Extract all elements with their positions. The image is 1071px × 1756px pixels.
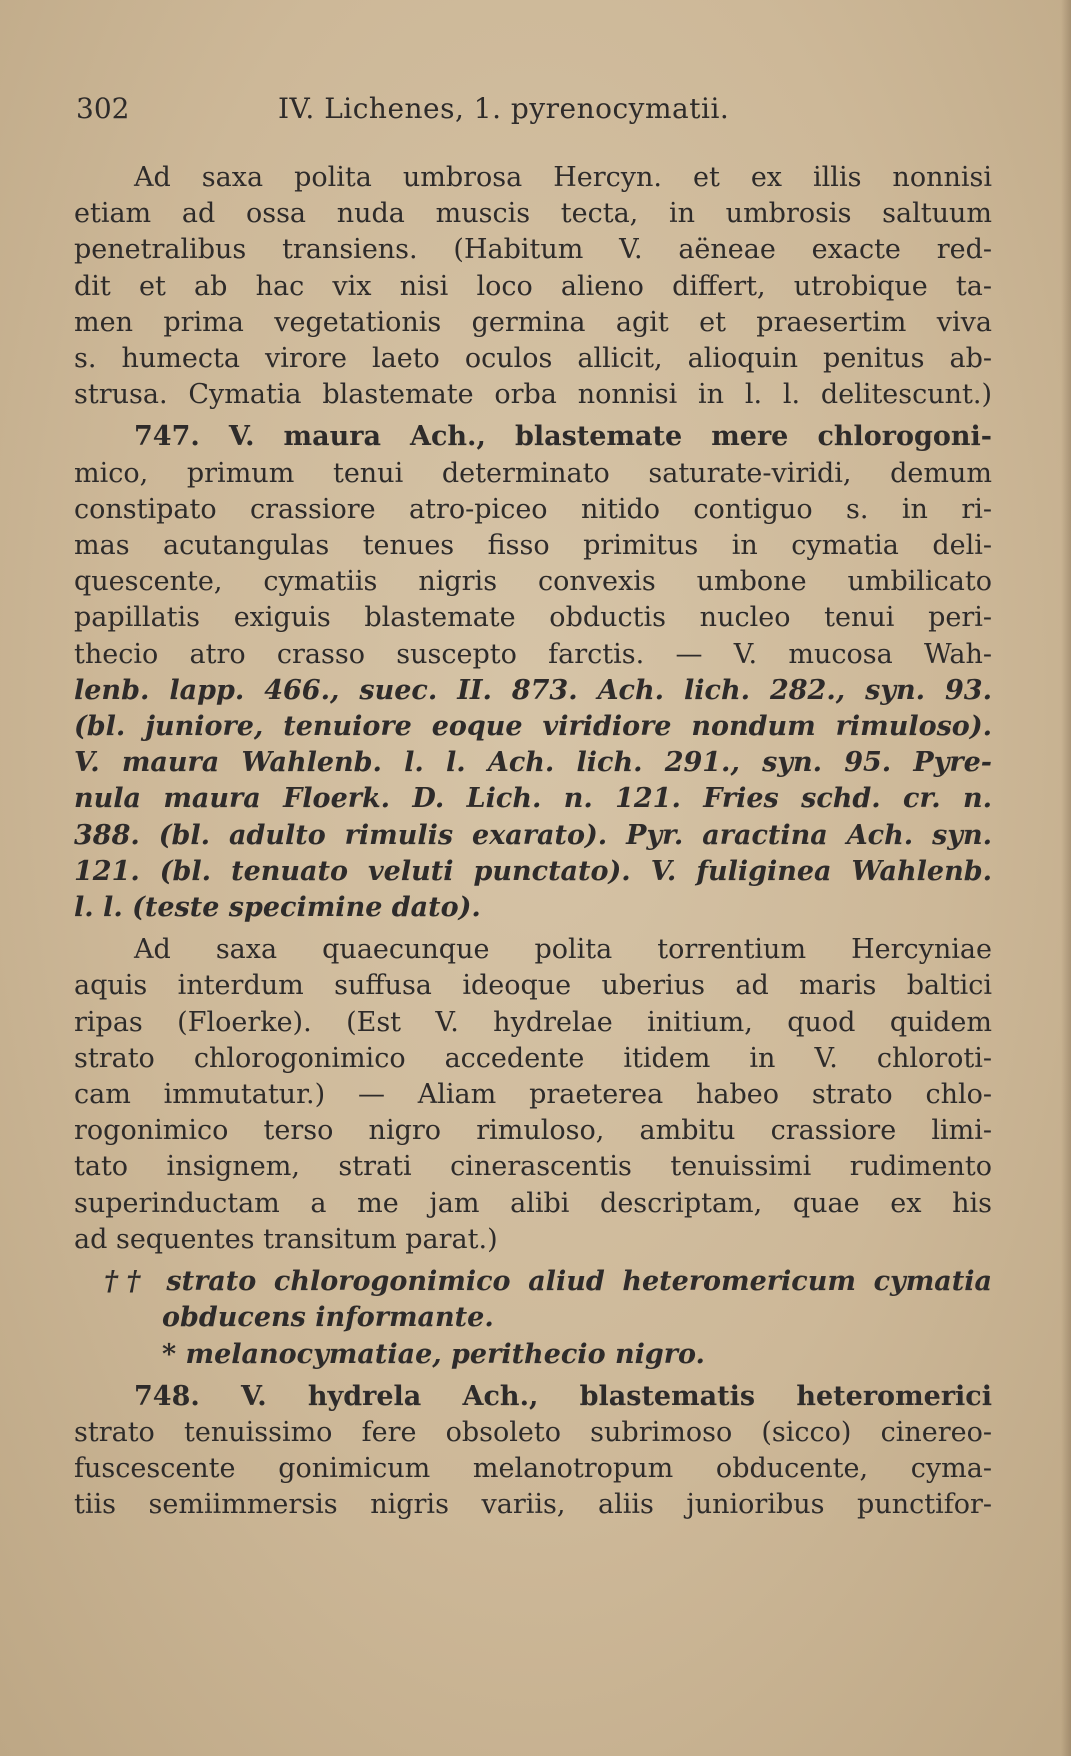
- paragraph-habitat-1: [74, 160, 992, 413]
- paragraph-habitat-2: [74, 932, 992, 1258]
- text-line: thecio atro crasso suscepto farctis. — V. mucosa Wah-: [74, 638, 992, 670]
- species-entry-748: [74, 1379, 992, 1524]
- synonym-line: 388. (bl. adulto rimulis exarato). Pyr. aractina Ach. syn.: [74, 819, 992, 851]
- synonym-line: nula maura Floerk. D. Lich. n. 121. Fries schd. cr. n.: [74, 783, 992, 815]
- text-line: Ad saxa quaecunque polita torrentium Hercyniae: [134, 934, 992, 966]
- page-body: [74, 160, 992, 1530]
- section-heading-line: obducens informante.: [162, 1302, 494, 1334]
- text-line: cam immutatur.) — Aliam praeterea habeo strato chlo-: [74, 1079, 992, 1111]
- text-line: aquis interdum suffusa ideoque uberius ad maris baltici: [74, 970, 992, 1002]
- text-line: mas acutangulas tenues fisso primitus in cymatia deli-: [74, 530, 992, 562]
- synonym-line: 121. (bl. tenuato veluti punctato). V. fuliginea Wahlenb.: [74, 855, 992, 887]
- text-line: strusa. Cymatia blastemate orba nonnisi in l. l. delitescunt.): [74, 379, 992, 411]
- species-entry-747: [74, 419, 992, 926]
- section-subheading-line: * melanocymatiae, perithecio nigro.: [162, 1338, 705, 1370]
- section-heading-line: †† strato chlorogonimico aliud heteromericum cymatia: [104, 1266, 992, 1298]
- page-number: 302: [76, 92, 130, 125]
- text-line: constipato crassiore atro-piceo nitido contiguo s. in ri-: [74, 493, 992, 525]
- text-line: ad sequentes transitum parat.): [74, 1223, 498, 1255]
- species-heading-line: 747. V. maura Ach., blastemate mere chlorogoni-: [134, 421, 992, 453]
- text-line: Ad saxa polita umbrosa Hercyn. et ex illis nonnisi: [134, 162, 992, 193]
- page-header: [76, 92, 996, 136]
- text-line: strato chlorogonimico accedente itidem in V. chloroti-: [74, 1042, 992, 1074]
- text-line: tato insignem, strati cinerascentis tenuissimi rudimento: [74, 1151, 992, 1183]
- synonym-line: V. maura Wahlenb. l. l. Ach. lich. 291., syn. 95. Pyre-: [74, 747, 992, 779]
- text-line: penetralibus transiens. (Habitum V. aëneae exacte red-: [74, 234, 992, 266]
- text-line: s. humecta virore laeto oculos allicit, alioquin penitus ab-: [74, 343, 992, 375]
- text-line: tiis semiimmersis nigris variis, aliis junioribus punctifor-: [74, 1489, 992, 1521]
- text-line: ripas (Floerke). (Est V. hydrelae initium, quod quidem: [74, 1006, 992, 1038]
- text-line: men prima vegetationis germina agit et praesertim viva: [74, 306, 992, 338]
- running-title: IV. Lichenes, 1. pyrenocymatii.: [278, 92, 730, 125]
- text-line: etiam ad ossa nuda muscis tecta, in umbrosis saltuum: [74, 198, 992, 230]
- text-line: mico, primum tenui determinato saturate-viridi, demum: [74, 457, 992, 489]
- text-line: quescente, cymatiis nigris convexis umbone umbilicato: [74, 566, 992, 598]
- species-heading-line: 748. V. hydrela Ach., blastematis heteromerici: [134, 1380, 992, 1412]
- text-line: rogonimico terso nigro rimuloso, ambitu crassiore limi-: [74, 1115, 992, 1147]
- text-line: strato tenuissimo fere obsoleto subrimoso (sicco) cinereo-: [74, 1416, 992, 1448]
- synonym-line: l. l. (teste specimine dato).: [74, 892, 481, 924]
- text-line: fuscescente gonimicum melanotropum obducente, cyma-: [74, 1453, 992, 1485]
- subsection-heading: [74, 1264, 992, 1373]
- text-line: superinductam a me jam alibi descriptam, quae ex his: [74, 1187, 992, 1219]
- synonym-line: lenb. lapp. 466., suec. II. 873. Ach. lich. 282., syn. 93.: [74, 674, 992, 706]
- synonym-line: (bl. juniore, tenuiore eoque viridiore nondum rimuloso).: [74, 711, 992, 743]
- page-edge-shadow: [1061, 0, 1071, 1756]
- text-line: dit et ab hac vix nisi loco alieno differt, utrobique ta-: [74, 270, 992, 302]
- text-line: papillatis exiguis blastemate obductis nucleo tenui peri-: [74, 602, 992, 634]
